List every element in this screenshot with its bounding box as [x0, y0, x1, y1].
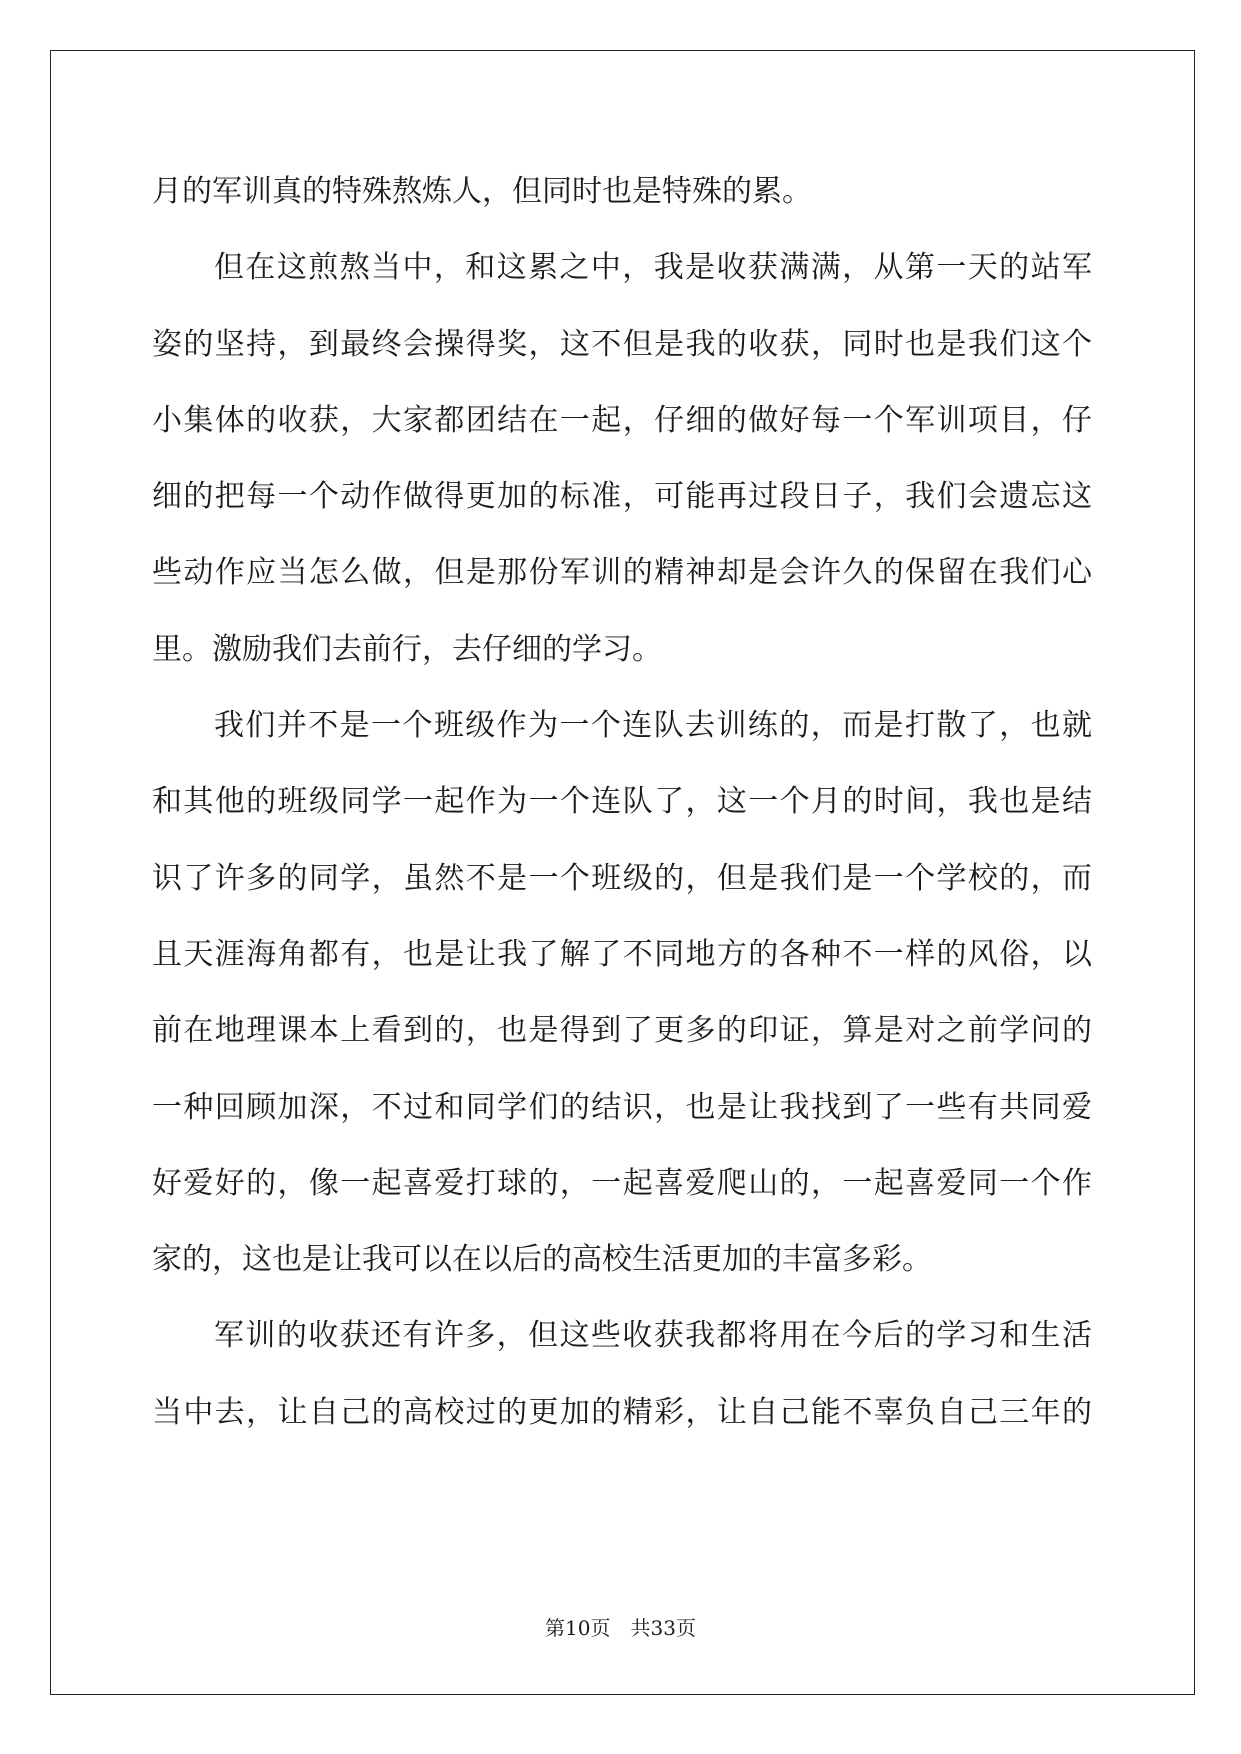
text-line: 军训的收获还有许多，但这些收获我都将用在今后的学习和生活: [214, 1318, 1092, 1354]
page-current: 10: [565, 1616, 591, 1640]
page-total: 33: [650, 1616, 676, 1640]
page-prefix: 第: [545, 1616, 566, 1640]
text-line: 细的把每一个动作做得更加的标准，可能再过段日子，我们会遗忘这: [152, 479, 1092, 515]
text-line: 小集体的收获，大家都团结在一起，仔细的做好每一个军训项目，仔: [152, 402, 1092, 438]
text-line: 和其他的班级同学一起作为一个连队了，这一个月的时间，我也是结: [152, 784, 1092, 820]
text-line: 当中去，让自己的高校过的更加的精彩，让自己能不辜负自己三年的: [152, 1394, 1092, 1430]
text-line: 家的，这也是让我可以在以后的高校生活更加的丰富多彩。: [152, 1242, 932, 1278]
text-line: 前在地理课本上看到的，也是得到了更多的印证，算是对之前学问的: [152, 1013, 1092, 1049]
text-line: 里。激励我们去前行，去仔细的学习。: [152, 631, 662, 667]
text-line: 我们并不是一个班级作为一个连队去训练的，而是打散了，也就: [214, 708, 1092, 744]
text-line: 且天涯海角都有，也是让我了解了不同地方的各种不一样的风俗，以: [152, 936, 1092, 972]
page-suffix: 页: [675, 1616, 696, 1640]
text-line: 识了许多的同学，虽然不是一个班级的，但是我们是一个学校的，而: [152, 860, 1092, 896]
text-line: 姿的坚持，到最终会操得奖，这不但是我的收获，同时也是我们这个: [152, 326, 1092, 362]
text-line: 好爱好的，像一起喜爱打球的，一起喜爱爬山的，一起喜爱同一个作: [152, 1165, 1092, 1201]
text-line: 月的军训真的特殊熬炼人，但同时也是特殊的累。: [152, 174, 812, 209]
text-line: 些动作应当怎么做，但是那份军训的精神却是会许久的保留在我们心: [152, 555, 1092, 591]
document-body: [152, 154, 1092, 1451]
page-mid: 页 共: [590, 1616, 651, 1640]
page-footer: [0, 1616, 1241, 1640]
text-line: 一种回顾加深，不过和同学们的结识，也是让我找到了一些有共同爱: [152, 1089, 1092, 1125]
text-line: 但在这煎熬当中，和这累之中，我是收获满满，从第一天的站军: [214, 250, 1092, 286]
